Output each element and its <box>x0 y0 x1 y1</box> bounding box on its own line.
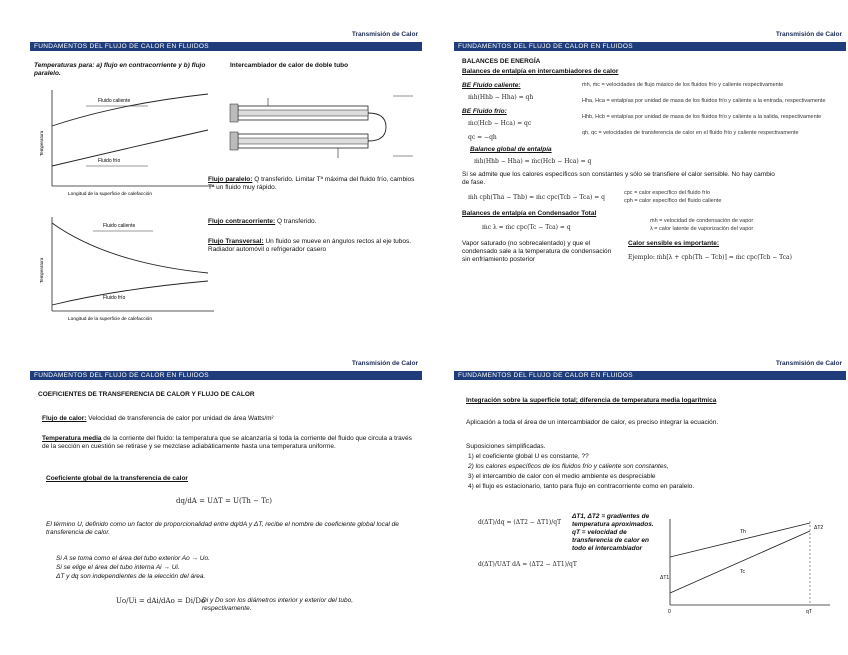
slide-2-subtitle: Balances de entalpía en intercambiadores de calor <box>462 68 619 75</box>
slide-brand: Transmisión de Calor <box>775 360 842 367</box>
g2-bottom-label: Fluido frío <box>103 295 126 301</box>
delta-t-equation: d(ΔT)/dq = (ΔT2 − ΔT1)/qT <box>478 519 562 526</box>
diameter-ratio-equation: Uo/Ui = dAi/dAo = Di/Do <box>116 597 206 605</box>
assumption-2: 2) los calores específicos de los fluidos frío y caliente son constantes, <box>468 463 669 470</box>
cp-hot-definition: cph = calor específico del fluido caliente <box>624 198 722 204</box>
global-coefficient-equation: dq/dA = UΔT = U(Th − Tc) <box>176 497 273 505</box>
g1-ylabel: Temperatura <box>39 130 44 156</box>
g2-xlabel: Longitud de la superficie de calefacción <box>68 317 153 322</box>
log-mean-temperature-graph <box>660 517 840 617</box>
slide-brand: Transmisión de Calor <box>775 31 842 38</box>
condenser-equation: ṁc λ = ṁc cpc(Tc − Tca) = q <box>482 224 571 231</box>
slide-header-bar: FUNDAMENTOS DEL FLUJO DE CALOR EN FLUIDOS <box>454 371 846 380</box>
graph-x-start: 0 <box>668 609 671 615</box>
slide-4 <box>454 357 846 653</box>
cold-fluid-label: BE Fluido frío: <box>462 108 507 115</box>
parallel-flow-note: Flujo paralelo: Q transferido. Limitar Tª máxima del fluido frío, cambios Tª un fluido muy rápido. <box>208 176 415 191</box>
condenser-title: Balances de entalpía en Condensador Total <box>462 210 597 217</box>
definition-outlet-enthalpy: Hhb, Hcb = entalpías por unidad de masa de los fluidos frío y caliente a la salida, respectivamente <box>582 114 822 120</box>
u-term-text: El término U, definido como un factor de proporcionalidad entre dq/dA y ΔT, recibe el nombre de coeficiente global local de transferencia de calor. <box>46 521 399 536</box>
independence-line: ΔT y dq son independientes de la elección del área. <box>56 573 206 580</box>
hot-fluid-label: BE Fluido caliente: <box>462 82 521 89</box>
inner-area-line: Si se elige el área del tubo interna Ai → Ui. <box>56 564 180 571</box>
parallel-flow-graph <box>38 213 218 323</box>
global-balance-equation: ṁh(Hhb − Hha) = ṁc(Hcb − Hca) = q <box>474 158 592 165</box>
example-equation: Ejemplo: ṁh[λ + cph(Th − Tcb)] = ṁc cpc(Tcb − Tca) <box>628 254 792 261</box>
definition-inlet-enthalpy: Hha, Hca = entalpías por unidad de masa de los fluidos frío y caliente a la entrada, respectivamente <box>582 98 826 104</box>
g1-xlabel: Longitud de la superficie de calefacción <box>68 192 153 197</box>
saturated-vapor-note: Vapor saturado (no sobrecalentado) y que el condensado sale a la temperatura de condensación sin enfriamiento posterior <box>462 240 612 263</box>
latent-heat-definition: λ = calor latente de vaporización del vapor <box>650 226 754 232</box>
constant-cp-assumption: Si se admite que los calores específicos son constantes y sólo se transfiere el calor sensible. No hay cambio de fase. <box>462 171 775 186</box>
slide-4-title: Integración sobre la superficie total; diferencia de temperatura media logarítmica <box>466 397 717 404</box>
graph-hot-label: Th <box>740 529 746 535</box>
g2-top-label: Fluido caliente <box>103 223 136 229</box>
cold-fluid-equation: ṁc(Hcb − Hca) = qc <box>468 120 532 127</box>
graph-cold-label: Tc <box>740 569 745 575</box>
graph-dt2-label: ΔT2 <box>814 525 824 531</box>
outer-area-line: Si A se toma como el área del tubo exterior Ao → Uo. <box>56 555 210 562</box>
definition-mass-flow: ṁh, ṁc = velocidades de flujo másico de los fluidos frío y caliente respectivamente <box>582 82 784 88</box>
global-coefficient-title: Coeficiente global de la transferencia de calor <box>46 475 188 482</box>
assumption-4: 4) el flujo es estacionario, tanto para flujo en contracorriente como en paralelo. <box>468 483 695 490</box>
slide-header-bar: FUNDAMENTOS DEL FLUJO DE CALOR EN FLUIDOS <box>30 371 422 380</box>
sensible-heat-equation: ṁh cph(Tha − Thb) = ṁc cpc(Tcb − Tca) = q <box>468 194 605 201</box>
slide-brand: Transmisión de Calor <box>351 360 418 367</box>
double-pipe-exchanger-diagram <box>228 76 418 166</box>
gradient-note: ΔT1, ΔT2 = gradientes de temperatura aproximados. qT = velocidad de transferencia de calor en todo el intercambiador <box>572 513 654 552</box>
condensation-rate-definition: ṁh = velocidad de condensación de vapor <box>650 218 754 224</box>
sensible-heat-note: Calor sensible es importante: <box>628 240 720 247</box>
slide-2 <box>454 28 846 324</box>
g2-ylabel: Temperatura <box>39 257 44 283</box>
integrated-equation: d(ΔT)/UΔT dA = (ΔT2 − ΔT1)/qT <box>478 561 577 568</box>
q-equation: qc = −qh <box>468 134 497 141</box>
g1-bottom-label: Fluido frío <box>98 158 121 164</box>
slide-1-right-title: Intercambiador de calor de doble tubo <box>230 62 349 69</box>
hot-fluid-equation: ṁh(Hhb − Hha) = qh <box>468 94 534 101</box>
definition-heat-rate: qh, qc = velocidades de transferencia de calor en el fluido frío y caliente respectivamente <box>582 130 799 136</box>
assumptions-title: Suposiciones simplificadas. <box>466 443 546 450</box>
graph-x-end: qT <box>806 609 812 615</box>
integration-intro: Aplicación a toda el área de un intercambiador de calor, es preciso integrar la ecuación. <box>466 419 719 426</box>
assumption-1: 1) el coeficiente global U es constante, ?? <box>468 453 589 460</box>
slide-header-bar: FUNDAMENTOS DEL FLUJO DE CALOR EN FLUIDOS <box>30 42 422 51</box>
assumption-3: 3) el intercambio de calor con el medio ambiente es despreciable <box>468 473 656 480</box>
cp-cold-definition: cpc = calor específico del fluido frío <box>624 190 711 196</box>
graph-dt1-label: ΔT1 <box>660 575 670 581</box>
slide-header-bar: FUNDAMENTOS DEL FLUJO DE CALOR EN FLUIDOS <box>454 42 846 51</box>
heat-flux-definition: Flujo de calor: Velocidad de transferencia de calor por unidad de área Watts/m² <box>42 415 274 422</box>
slide-1 <box>30 28 422 324</box>
slide-2-title: BALANCES DE ENERGÍA <box>462 58 541 65</box>
crossflow-note: Flujo Transversal: Un fluido se mueve en ángulos rectos al eje tubos. Radiador automóvil o refrigerador casero <box>208 238 412 253</box>
counterflow-note: Flujo contracorriente: Q transferido. <box>208 218 317 225</box>
diameter-note: Di y Do son los diámetros interior y exterior del tubo, respectivamente. <box>202 597 354 612</box>
global-balance-label: Balance global de entalpía <box>470 146 552 153</box>
counterflow-graph <box>38 86 218 198</box>
mean-temperature-definition: Temperatura media de la corriente del fluido: la temperatura que se alcanzaría si toda la corriente del fluido que circula a través de la sección en cuestión se retirase y se mezclase adiabáticamente hasta una temperatura uniforme. <box>42 435 412 450</box>
g1-top-label: Fluido caliente <box>98 98 131 104</box>
slide-1-left-title: Temperaturas para: a) flujo en contracorriente y b) flujo paralelo. <box>34 62 206 77</box>
slide-3-title: COEFICIENTES DE TRANSFERENCIA DE CALOR Y FLUJO DE CALOR <box>38 391 255 398</box>
slide-brand: Transmisión de Calor <box>351 31 418 38</box>
slide-3 <box>30 357 422 653</box>
